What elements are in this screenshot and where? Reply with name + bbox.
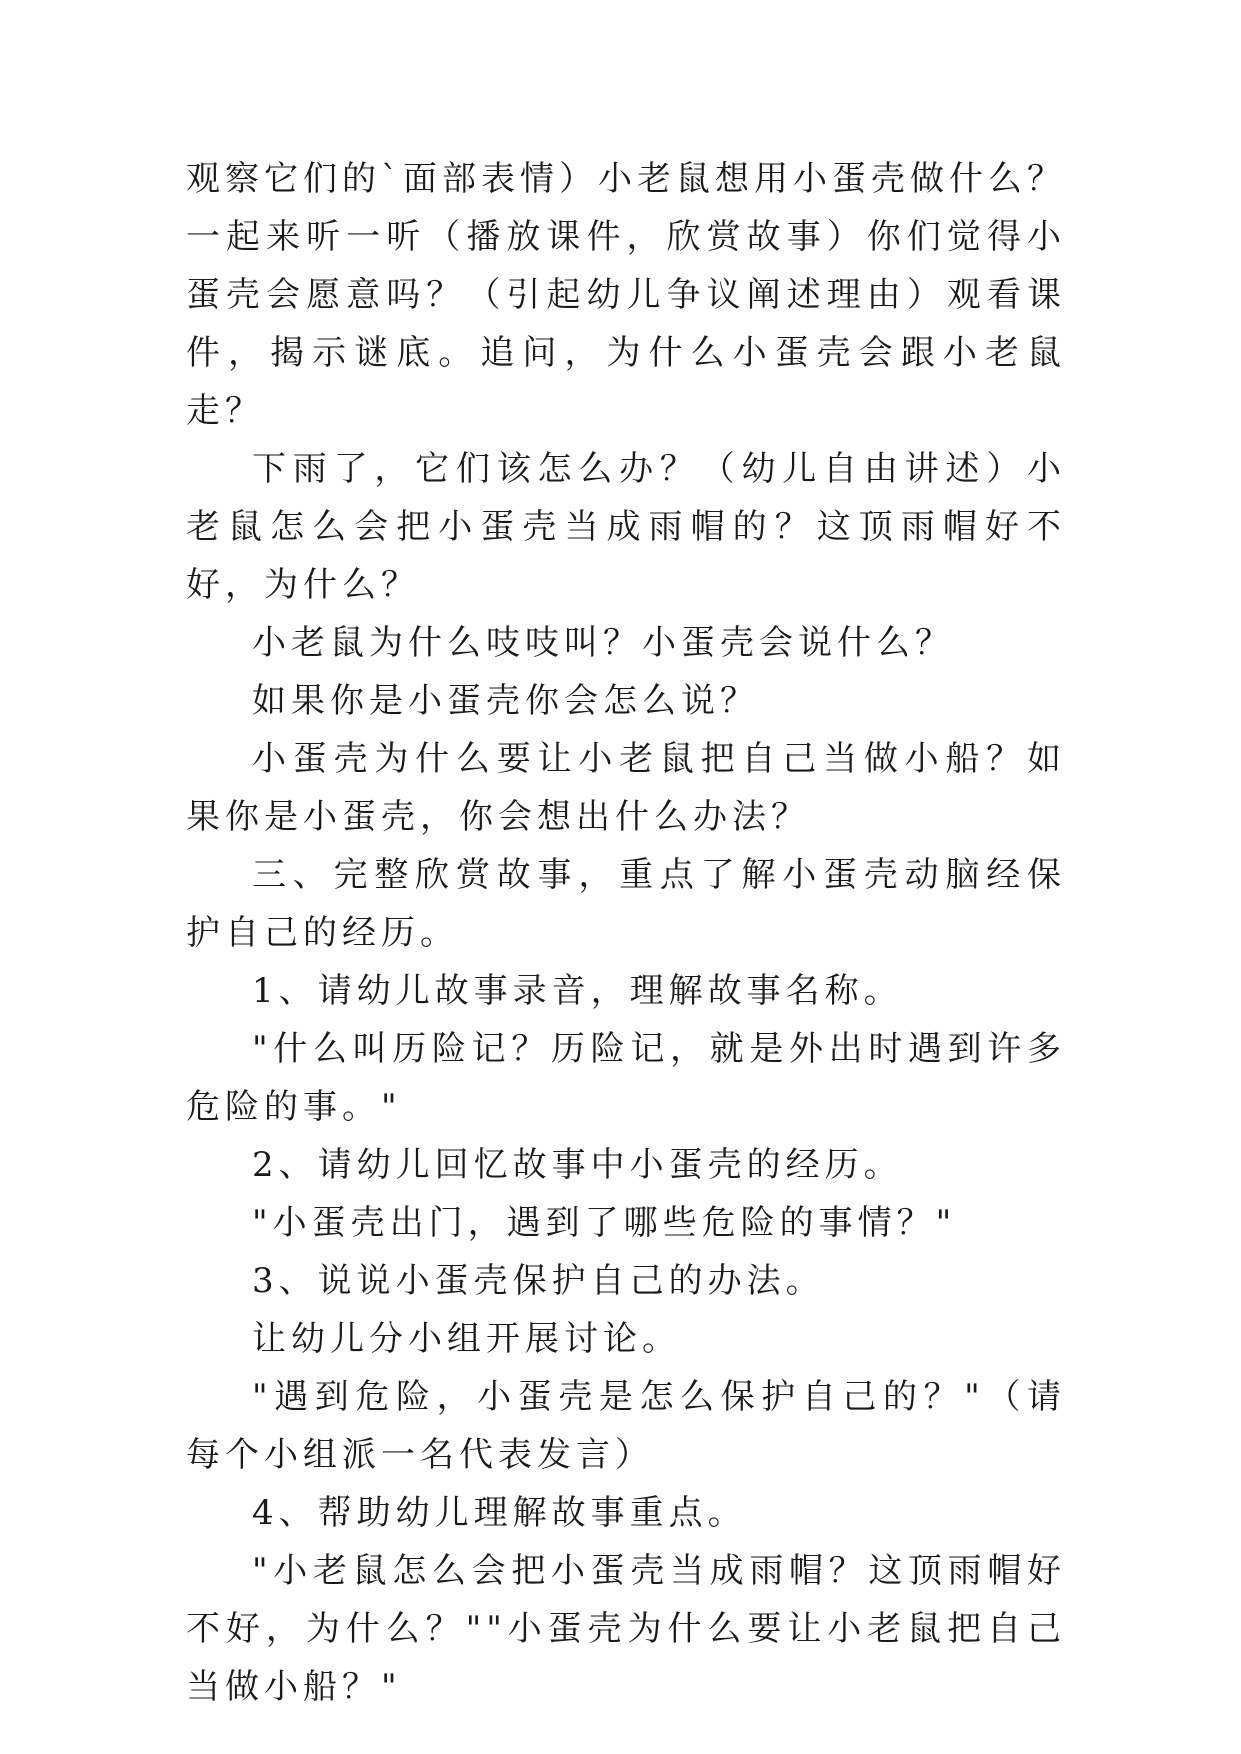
paragraph: 观察它们的`面部表情）小老鼠想用小蛋壳做什么？一起来听一听（播放课件，欣赏故事）你们觉得小蛋壳会愿意吗？（引起幼儿争议阐述理由）观看课件，揭示谜底。追问，为什么小蛋壳会跟小老鼠走？ — [186, 159, 1066, 431]
paragraph: "小蛋壳出门，遇到了哪些危险的事情？" — [252, 1203, 957, 1243]
paragraph: 1、请幼儿故事录音，理解故事名称。 — [252, 971, 903, 1011]
paragraph: 三、完整欣赏故事，重点了解小蛋壳动脑经保护自己的经历。 — [186, 855, 1066, 953]
paragraph: 小老鼠为什么吱吱叫？小蛋壳会说什么？ — [252, 623, 954, 663]
paragraph: "遇到危险，小蛋壳是怎么保护自己的？"（请每个小组派一名代表发言） — [186, 1377, 1066, 1475]
paragraph: 如果你是小蛋壳你会怎么说？ — [252, 681, 759, 721]
document-body — [186, 150, 1066, 1716]
paragraph: 3、说说小蛋壳保护自己的办法。 — [252, 1261, 825, 1301]
paragraph: "小老鼠怎么会把小蛋壳当成雨帽？这顶雨帽好不好，为什么？""小蛋壳为什么要让小老鼠把自己当做小船？" — [186, 1551, 1066, 1707]
paragraph: "什么叫历险记？历险记，就是外出时遇到许多危险的事。" — [186, 1029, 1066, 1127]
paragraph: 2、请幼儿回忆故事中小蛋壳的经历。 — [252, 1145, 903, 1185]
paragraph: 下雨了，它们该怎么办？（幼儿自由讲述）小老鼠怎么会把小蛋壳当成雨帽的？这顶雨帽好不好，为什么？ — [186, 449, 1066, 605]
paragraph: 4、帮助幼儿理解故事重点。 — [252, 1493, 747, 1533]
paragraph: 小蛋壳为什么要让小老鼠把自己当做小船？如果你是小蛋壳，你会想出什么办法？ — [186, 739, 1066, 837]
paragraph: 让幼儿分小组开展讨论。 — [252, 1319, 681, 1359]
